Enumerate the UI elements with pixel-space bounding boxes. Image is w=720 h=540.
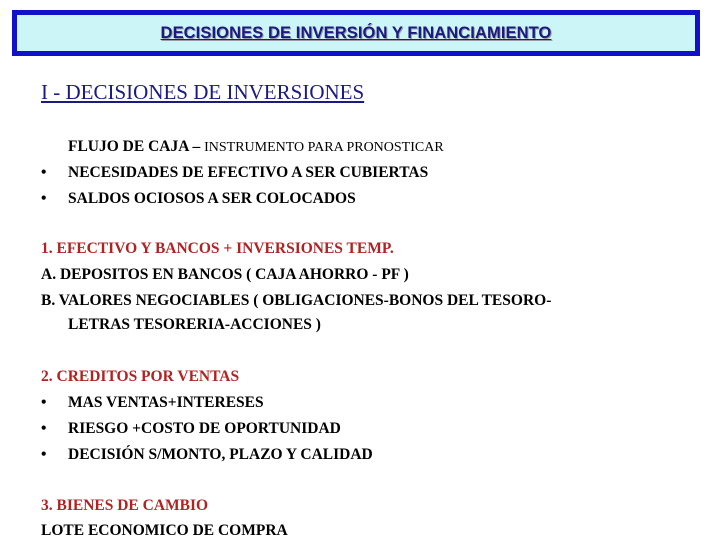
item2-bullet-item: DECISIÓN S/MONTO, PLAZO Y CALIDAD <box>68 446 373 463</box>
bullet-icon: • <box>41 164 47 181</box>
flujo-caja-line <box>68 138 444 157</box>
bullet-icon: • <box>41 394 47 411</box>
item1-title: 1. EFECTIVO Y BANCOS + INVERSIONES TEMP. <box>41 240 394 257</box>
item2-bullet-item: RIESGO +COSTO DE OPORTUNIDAD <box>68 420 341 437</box>
item1-line-b: B. VALORES NEGOCIABLES ( OBLIGACIONES-BONOS DEL TESORO- <box>41 292 552 309</box>
item3-title: 3. BIENES DE CAMBIO <box>41 497 209 514</box>
item1-line-b-continuation: LETRAS TESORERIA-ACCIONES ) <box>68 316 321 333</box>
bullet-icon: • <box>41 446 47 463</box>
title-banner <box>12 10 700 56</box>
item2-title: 2. CREDITOS POR VENTAS <box>41 368 240 385</box>
flujo-caja-description: INSTRUMENTO PARA PRONOSTICAR <box>204 140 444 155</box>
item1-line-a: A. DEPOSITOS EN BANCOS ( CAJA AHORRO - PF ) <box>41 266 409 283</box>
bullet-icon: • <box>41 420 47 437</box>
bullet-icon: • <box>41 190 47 207</box>
flujo-caja-label: FLUJO DE CAJA – <box>68 138 205 155</box>
slide-title: DECISIONES DE INVERSIÓN Y FINANCIAMIENTO <box>160 23 552 42</box>
item2-bullet-item: MAS VENTAS+INTERESES <box>68 394 264 411</box>
intro-bullet-item: NECESIDADES DE EFECTIVO A SER CUBIERTAS <box>68 164 429 181</box>
intro-bullet-item: SALDOS OCIOSOS A SER COLOCADOS <box>68 190 356 207</box>
item3-line: LOTE ECONOMICO DE COMPRA <box>41 522 288 539</box>
section-heading: I - DECISIONES DE INVERSIONES <box>41 80 365 104</box>
